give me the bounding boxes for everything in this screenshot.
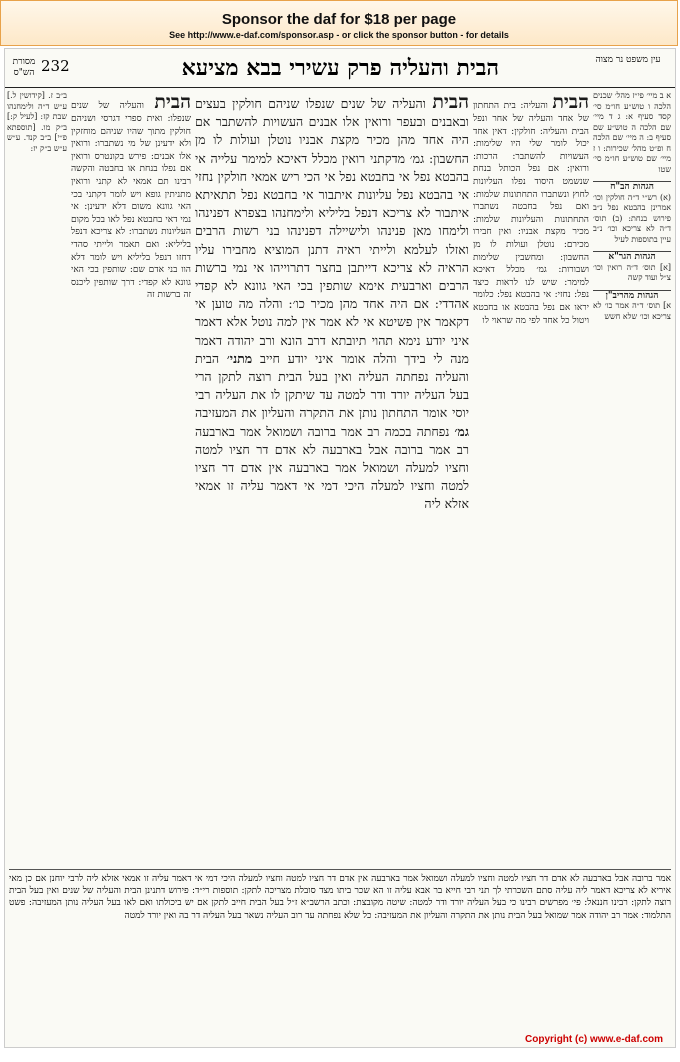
gemara-closing-label: גמ׳ (454, 423, 469, 439)
rashi-column (473, 91, 589, 869)
sponsor-banner[interactable] (0, 0, 678, 46)
gemara-text: והעליה של שנים שנפלו שניהם חולקין בעצים ובאבנים ובעפר ורואין אלו אבנים העשויות להשתבר אם היה אחד מהן מכיר מקצת אבניו נוטלן ועולות לו מן החשבון: גמ׳ מדקתני רואין מכלל דאיכא למימר עלייה אי בהבטא נפל אי בחבטא נפל אי הכי ריש אמאי חולקין נחזי אי בהבטא נפל עליונות איתבור אי בחבטא נפל תתאיתא איתבור לא צריכא דנפל בליליא ולימחנהו בצפרא דפנינהו ולימחו מאן פנינהו ולישיילה דפנינהו בני רשות הרבים ואזלו לעלמא ולייתי ראיה דתנן המוציא מחבירו עליו הראיה לא צריכא דייתבן בחצר דתרוייהו אי נמי ברשות הרבים וארבעית אימא שותפין בכי האי גוונא לא קפדי אהדדי: אם היה אחד מהן מכיר כו׳: והלה מה טוען אי דקאמר אין פשיטא אי לא אמר אין למה נוטל אלא דאמר איני יודע נימא תהוי תיובתא דרב הונא ורב יהודה דאמר מנה לי בידך והלה אומר איני יודע חייב (195, 96, 469, 366)
hagahot-maharivan-title: הגהות מהריב"ן (593, 290, 671, 302)
hagahot-habach-title: הגהות הב"ח (593, 181, 671, 193)
talmud-page (4, 48, 676, 1048)
mishnah-label: מתני׳ (226, 350, 253, 366)
tosafot-opening-word: הבית (154, 91, 191, 113)
tosafot-text: והעליה של שנים שנפלו: ואית ספרי דגרסי ושניהם חולקין מתוך שהיו שניהם מוחזקין ולא ידעינן של מי נשתברו: ורואין אלו אבנים: פירש בקונטרס ורואין אם נפלו בנחת או בחבטה והקשה רבינו תם אמאי לא קתני ורואין מתניתין גופא ויש לומר דקתני בכי האי גוונא משום דלא ידעינן: אי נמי דאי בחבטא נפל לאו בכל מקום העליונות נשתברו: לא צריכא דנפל בליליא: ואם תאמר ולייתי סהדי דחזו דנפל בליליא ויש לומר דלא הוו בני אדם שם: שותפין בכי האי גוונא לא קפדי: דרך שותפין ליכנס זה ברשות זה (71, 101, 191, 301)
ein-mishpat-column (593, 91, 671, 899)
sponsor-banner-title[interactable]: Sponsor the daf for $18 per page (221, 11, 457, 28)
masoret-hashas-text: ב״ב ז. [קידושין ל.] ע״ש ד״ה ולימחנהו שבת קז: [לעיל ק:] ב״ק מו. [תוספתא פ״י] ב״ב קנד. ע״ש ע״ש ב״ק יז: (7, 91, 67, 153)
gemara-closing-text: נפחתה בכמה רב אמר ברובה ושמואל אמר בארבעה רב אמר ברובה אבל בארבעה לא אדם דר חציו למטה וחציו למעלה ושמואל אמר בארבעה אין אדם דר חציו למטה וחציו למעלה היכי דמי אי דאמר עליה זו אמאי אזלא ליה (195, 423, 469, 512)
bottom-commentary (9, 869, 671, 1019)
mishnah-text: הבית והעליה נפחתה העליה ואין בעל הבית רוצה לתקן הרי בעל העליה יורד ודר למטה עד שיתקן לו את העליה רבי יוסי אומר התחתון נותן את התקרה והעליון את המעזיבה (195, 350, 469, 421)
hagahot-hagra-title: הגהות הגר"א (593, 251, 671, 263)
masoret-hashas-column (7, 91, 67, 869)
ein-mishpat-text: א ב מיי׳ פי״ז מהל׳ שכנים הלכה ו טוש״ע חו״מ סי׳ קסד סעיף א: ג ד מיי׳ שם הלכה ה טוש״ע שם סעיף ב: ה מיי׳ שם הלכה ח ופ״ט מהל׳ שכירות: ו ז מיי׳ שם טוש״ע חו״מ סי׳ שטו (593, 91, 671, 174)
bottom-commentary-text: אמר ברובה אבל בארבעה לא אדם דר חציו למטה וחציו למעלה ושמואל אמר בארבעה אין אדם דר חציו למטה וחציו למעלה היכי דמי אי דאמר עליה זו אמאי אזלא ליה לרבי יוחנן אם כן מאי איריא לא צריכא דאמר ליה עליה סתם השכרתי לך תני רבי חייא בר אבא עליה זו הא שכר ביתו מצד סובלת מצריכה לתקן: תוספות רי״ד: פירוש דתנינן הבית והעליה של שנים ואין בעל הבית רוצה לתקן: רבינו חננאל: פי׳ מפרשים רבינו כי בעל העליה יורד ודר למטה: שיטה מקובצת: וכתב הרשב״א ז״ל בעל הבית חייב לתקן אם יש ביכולתו ואם לאו בעל העליה נותן המעזיבה: פשט התלמוד: אמר רב יהודה אמר שמואל בעל הבית נותן את התקרה והעליון את המעזיבה: כל שלא נפחתה עד רוב העליה נשאר בעל העליה דר בה ואין יורד למטה (9, 874, 671, 921)
rashi-text: והעליה: בית התחתון של אחד והעליה של אחר ונפל הבית והעליה: חולקין: דאין אחד יכול לומר שלי היו שלימות: העשויות להשתבר: הרכות: ורואין: אם נפל הכותל בנחת שנשמט היסוד נפלו העליונות לחוץ ונשתברו התחתונות שלמות: ואם נפל בחבטה נשתברו התחתונות והעליונות שלמות: מכיר מקצת אבניו: ואין חבירו מכירם: נוטלן ועולות לו מן החשבון: ומחשבין שלימות ושבורות: גמ׳ מכלל דאיכא למימר: שיש לנו לראות כיצד נפל: נחזי: אי בהבטא נפל: כלומר יראו אם נפל בהבטא או בחבטא ויטול כל אחד לפי מה שראוי לו (473, 101, 589, 326)
rashi-opening-word: הבית (552, 91, 589, 113)
tosafot-column (71, 91, 191, 869)
gemara-opening-word: הבית (432, 91, 469, 113)
ein-mishpat-header: עין משפט נר מצוה (595, 55, 661, 65)
copyright-notice[interactable]: Copyright (c) www.e-daf.com (525, 1034, 663, 1045)
gemara-column (195, 91, 469, 869)
masoret-hashas-header: מסורת הש"ס (12, 57, 36, 78)
sponsor-banner-subtitle[interactable]: See http://www.e-daf.com/sponsor.asp - or click the sponsor button - for details (169, 30, 509, 40)
running-head: הבית והעליה פרק עשירי בבא מציעא (181, 55, 499, 81)
page-number: 232 (41, 57, 70, 75)
hagahot-habach-text: (א) רש״י ד״ה חולקין וכו׳ אמרינן בהבטא נפל נ״ב פירוש בנחת: (ב) תוס׳ ד״ה לא צריכא וכו׳ נ״ב עיין בתוספות לעיל (593, 192, 671, 244)
page-header (5, 53, 675, 88)
hagahot-maharivan-text: א] תוס׳ ד״ה אמר כו׳ לא צריכא וכו׳ שלא חשש (593, 301, 671, 321)
hagahot-hagra-text: [א] תוס׳ ד״ה רואין וכו׳ צ״ל ועוד קשה (593, 262, 671, 282)
